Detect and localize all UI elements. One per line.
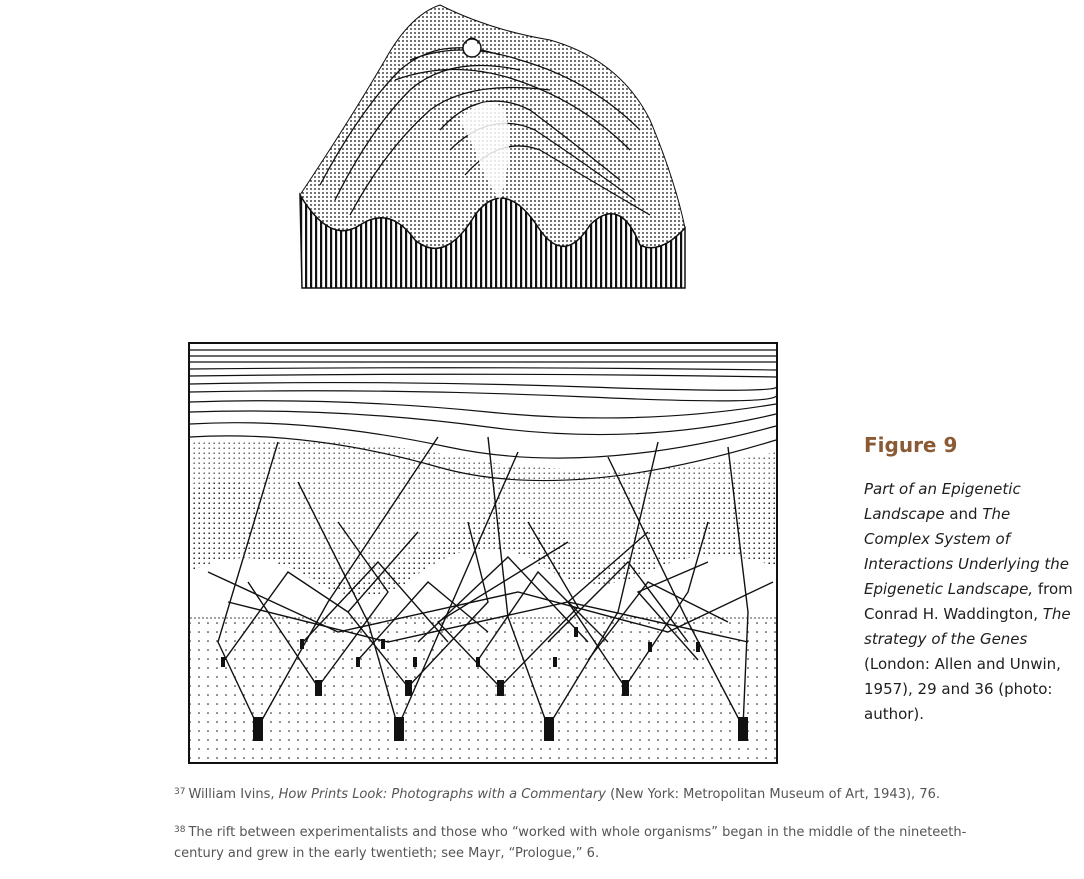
footnote-37 (174, 782, 974, 805)
footnote-citation: (New York: Metropolitan Museum of Art, 1943), 76. (605, 787, 940, 802)
epigenetic-landscape-illustration (290, 0, 690, 290)
caption-title-2: The Complex System of Interactions Underlying the Epigenetic Landscape, (864, 505, 1069, 598)
footnotes (174, 782, 974, 879)
figure-caption (864, 477, 1074, 727)
caption-text-3: (London: Allen and Unwin, 1957), 29 and 36 (photo: author). (864, 655, 1061, 723)
footnote-text: The rift between experimentalists and those who “worked with whole organisms” began in the middle of the nineteeth-century and grew in the early twentieth; see Mayr, “Prologue,” 6. (174, 825, 967, 861)
caption-title-3: The strategy of the Genes (864, 605, 1071, 648)
footnote-number: 37 (174, 787, 186, 797)
footnote-text: William Ivins, (188, 787, 279, 802)
footnote-38 (174, 820, 974, 864)
footnote-book-title: How Prints Look: Photographs with a Commentary (278, 787, 606, 802)
interactions-diagram-illustration (188, 342, 780, 765)
caption-text-2: from Conrad H. Waddington, (864, 580, 1073, 623)
footnote-number: 38 (174, 825, 186, 835)
caption-text-1: and (944, 505, 983, 523)
figure-title: Figure 9 (864, 433, 958, 457)
caption-title-1: Part of an Epigenetic Landscape (864, 480, 1021, 523)
